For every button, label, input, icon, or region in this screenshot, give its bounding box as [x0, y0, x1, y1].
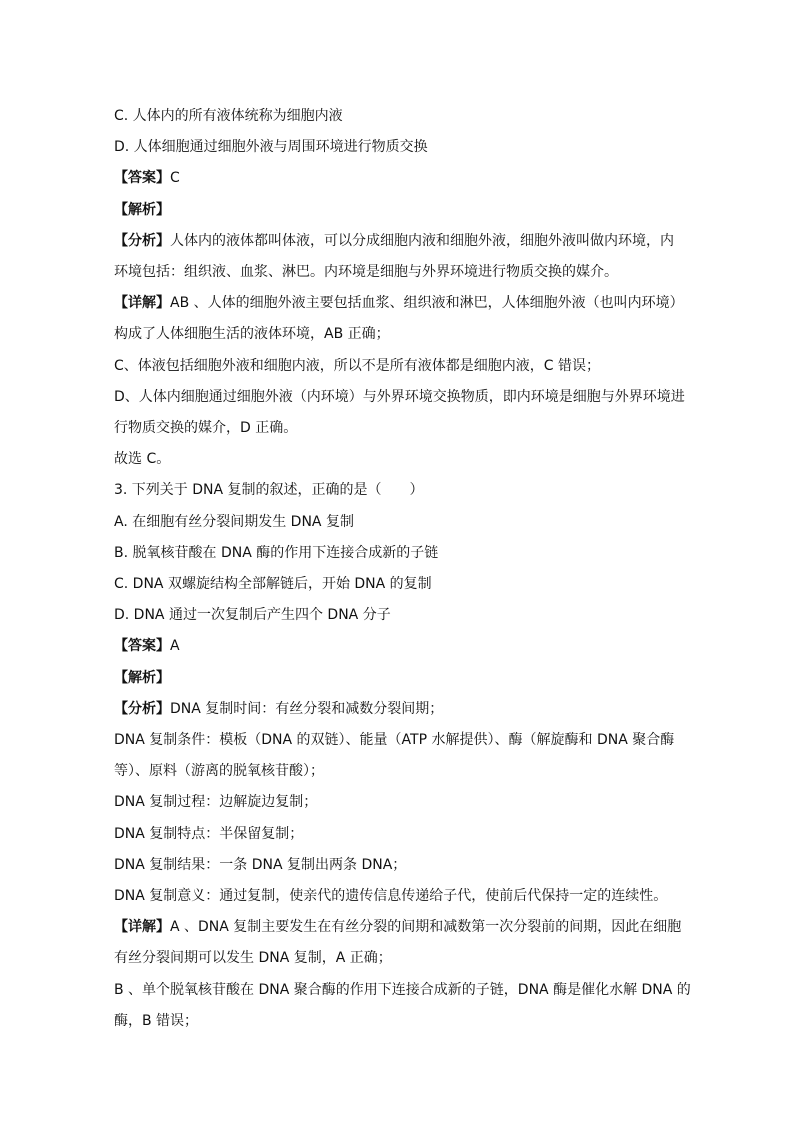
- text-line: [114, 195, 704, 226]
- text-line: [114, 319, 704, 350]
- line-text: 酶，B 错误；: [114, 1012, 199, 1029]
- section-tag: 【详解】: [114, 919, 170, 936]
- text-line: [114, 943, 704, 974]
- section-tag: 【解析】: [114, 201, 170, 218]
- line-text: 人体内的液体都叫体液，可以分成细胞内液和细胞外液，细胞外液叫做内环境，内: [170, 232, 674, 249]
- text-line: [114, 600, 704, 631]
- section-tag: 【详解】: [114, 295, 170, 312]
- text-line: [114, 288, 704, 319]
- text-line: [114, 475, 704, 506]
- text-line: [114, 819, 704, 850]
- line-text: D、人体内细胞通过细胞外液（内环境）与外界环境交换物质，即内环境是细胞与外界环境进: [114, 388, 685, 405]
- line-text: 等）、原料（游离的脱氧核苷酸）；: [114, 763, 324, 780]
- text-line: [114, 132, 704, 163]
- text-line: [114, 569, 704, 600]
- text-line: [114, 351, 704, 382]
- section-tag: 【答案】: [114, 638, 170, 655]
- line-text: A: [170, 638, 180, 655]
- text-line: [114, 975, 704, 1006]
- line-text: C、体液包括细胞外液和细胞内液，所以不是所有液体都是细胞内液，C 错误；: [114, 357, 600, 374]
- line-text: 行物质交换的媒介，D 正确。: [114, 420, 298, 437]
- text-line: [114, 850, 704, 881]
- text-line: [114, 912, 704, 943]
- line-text: B 、单个脱氧核苷酸在 DNA 聚合酶的作用下连接合成新的子链，DNA 酶是催化水解 DNA 的: [114, 981, 691, 998]
- section-tag: 【分析】: [114, 232, 170, 249]
- line-text: DNA 复制时间：有丝分裂和减数分裂间期；: [170, 700, 444, 717]
- line-text: DNA 复制条件：模板（DNA 的双链）、能量（ATP 水解提供）、酶（解旋酶和 DNA 聚合酶: [114, 732, 675, 749]
- text-line: [114, 694, 704, 725]
- text-line: [114, 538, 704, 569]
- line-text: C. DNA 双螺旋结构全部解链后，开始 DNA 的复制: [114, 576, 432, 593]
- line-text: D. 人体细胞通过细胞外液与周围环境进行物质交换: [114, 139, 428, 156]
- section-tag: 【解析】: [114, 669, 170, 686]
- line-text: DNA 复制意义：通过复制，使亲代的遗传信息传递给子代，使前后代保持一定的连续性。: [114, 888, 668, 905]
- section-tag: 【分析】: [114, 700, 170, 717]
- line-text: 构成了人体细胞生活的液体环境，AB 正确；: [114, 326, 390, 343]
- text-line: [114, 507, 704, 538]
- text-line: [114, 413, 704, 444]
- line-text: D. DNA 通过一次复制后产生四个 DNA 分子: [114, 607, 391, 624]
- text-line: [114, 756, 704, 787]
- line-text: DNA 复制过程：边解旋边复制；: [114, 794, 318, 811]
- text-line: [114, 725, 704, 756]
- line-text: C. 人体内的所有液体统称为细胞内液: [114, 108, 343, 124]
- line-text: 3. 下列关于 DNA 复制的叙述，正确的是（ ）: [114, 482, 424, 499]
- line-text: A. 在细胞有丝分裂间期发生 DNA 复制: [114, 513, 354, 530]
- text-line: [114, 382, 704, 413]
- line-text: DNA 复制结果：一条 DNA 复制出两条 DNA；: [114, 856, 407, 873]
- line-text: 环境包括：组织液、血浆、淋巴。内环境是细胞与外界环境进行物质交换的媒介。: [114, 264, 618, 281]
- text-line: [114, 163, 704, 194]
- text-line: [114, 663, 704, 694]
- text-line: [114, 101, 704, 132]
- text-line: [114, 226, 704, 257]
- text-line: [114, 257, 704, 288]
- line-text: 有丝分裂间期可以发生 DNA 复制，A 正确；: [114, 950, 392, 967]
- line-text: 故选 C。: [114, 451, 171, 468]
- text-line: [114, 444, 704, 475]
- text-line: [114, 1006, 704, 1037]
- line-text: C: [170, 170, 180, 187]
- text-line: [114, 787, 704, 818]
- line-text: A 、DNA 复制主要发生在有丝分裂的间期和减数第一次分裂前的间期，因此在细胞: [170, 919, 682, 936]
- line-text: AB 、人体的细胞外液主要包括血浆、组织液和淋巴，人体细胞外液（也叫内环境）: [170, 295, 684, 312]
- line-text: B. 脱氧核苷酸在 DNA 酶的作用下连接合成新的子链: [114, 544, 439, 561]
- text-line: [114, 881, 704, 912]
- section-tag: 【答案】: [114, 170, 170, 187]
- line-text: DNA 复制特点：半保留复制；: [114, 825, 304, 842]
- text-line: [114, 631, 704, 662]
